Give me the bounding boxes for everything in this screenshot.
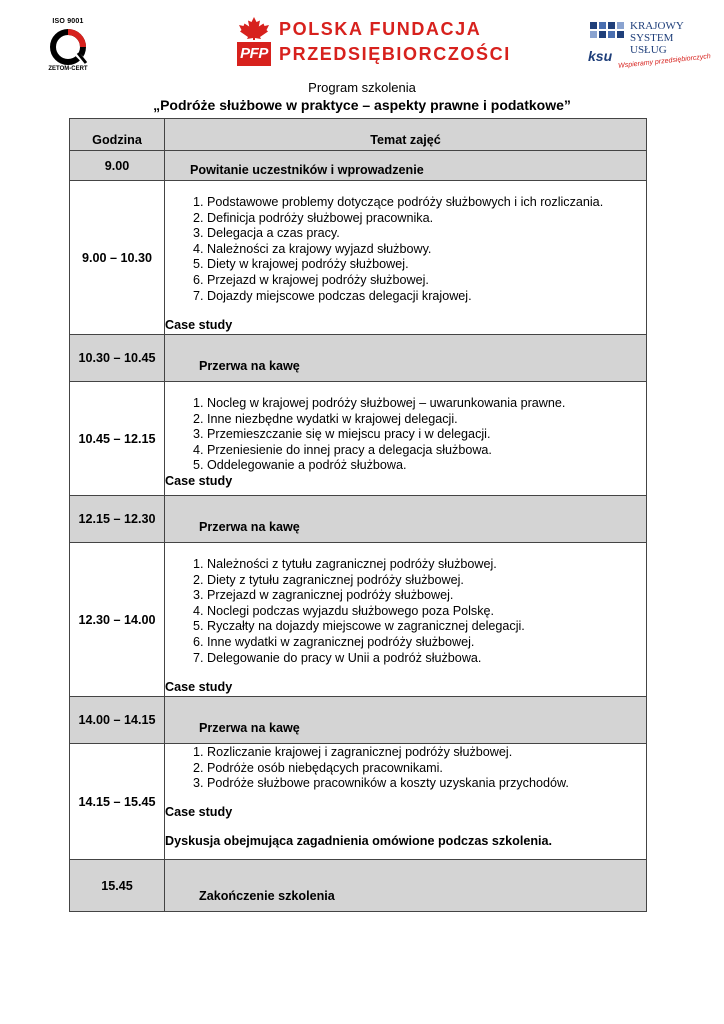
pfp-logo [237,16,511,70]
table-row [70,382,647,496]
table-row [70,543,647,697]
row-topic [165,181,647,335]
row-topic [165,543,647,697]
row-time: 10.30 – 10.45 [70,335,165,382]
list-item: 2. Diety z tytułu zagranicznej podróży służbowej. [207,573,646,589]
list-item: 2. Podróże osób niebędących pracownikami. [207,761,646,777]
list-item: 3. Podróże służbowe pracowników a koszty uzyskania przychodów. [207,776,646,792]
row-time: 15.45 [70,860,165,912]
ksu-squares-icon [590,22,624,48]
page-title: „Podróże służbowe w praktyce – aspekty prawne i podatkowe” [153,97,571,113]
list-item: 3. Przejazd w zagranicznej podróży służbowej. [207,588,646,604]
row-topic: Powitanie uczestników i wprowadzenie [165,151,647,181]
row-time: 9.00 – 10.30 [70,181,165,335]
ksu-name [630,20,684,56]
table-row [70,151,647,181]
row-topic [165,744,647,860]
row-topic: Przerwa na kawę [165,335,647,382]
topic-list [165,396,646,474]
ksu-name-line3: USŁUG [630,44,667,56]
list-item: 5. Oddelegowanie a podróż służbowa. [207,458,646,474]
ksu-logo [588,20,712,70]
maple-leaf-icon [237,16,271,40]
row-time: 12.30 – 14.00 [70,543,165,697]
pfp-badge: PFP [237,42,271,66]
list-item: 1. Nocleg w krajowej podróży służbowej – uwarunkowania prawne. [207,396,646,412]
list-item: 7. Dojazdy miejscowe podczas delegacji krajowej. [207,289,646,305]
row-time: 12.15 – 12.30 [70,496,165,543]
table-row [70,860,647,912]
list-item: 4. Noclegi podczas wyjazdu służbowego poza Polskę. [207,604,646,620]
row-time: 14.00 – 14.15 [70,697,165,744]
header-topic: Temat zajęć [165,119,647,151]
header-time: Godzina [70,119,165,151]
list-item: 6. Inne wydatki w zagranicznej podróży służbowej. [207,635,646,651]
list-item: 4. Należności za krajowy wyjazd służbowy. [207,242,646,258]
table-row [70,335,647,382]
iso-logo [40,18,96,72]
row-topic: Przerwa na kawę [165,697,647,744]
zetom-cert-icon [48,29,88,65]
case-study-label: Case study [165,318,233,333]
pfp-name-line2: PRZEDSIĘBIORCZOŚCI [279,44,511,64]
pfp-name-line1: POLSKA FUNDACJA [279,19,482,39]
topic-list [165,195,646,304]
discussion-label: Dyskusja obejmująca zagadnienia omówione podczas szkolenia. [165,833,553,848]
list-item: 5. Diety w krajowej podróży służbowej. [207,257,646,273]
list-item: 1. Należności z tytułu zagranicznej podróży służbowej. [207,557,646,573]
ksu-name-line2: SYSTEM [630,32,674,44]
list-item: 1. Rozliczanie krajowej i zagranicznej podróży służbowej. [207,745,646,761]
row-time: 9.00 [70,151,165,181]
ksu-tagline: Wspieramy przedsiębiorczych [617,53,712,70]
iso-cert-label: ZETOM-CERT [48,66,88,72]
row-topic: Zakończenie szkolenia [165,860,647,912]
table-row [70,697,647,744]
list-item: 3. Delegacja a czas pracy. [207,226,646,242]
list-item: 7. Delegowanie do pracy w Unii a podróż służbowa. [207,651,646,667]
row-topic: Przerwa na kawę [165,496,647,543]
case-study-label: Case study [165,680,233,695]
table-row [70,181,647,335]
schedule-table [69,118,647,912]
ksu-name-line1: KRAJOWY [630,20,684,32]
case-study-label: Case study [165,804,233,819]
iso-label: ISO 9001 [52,18,84,25]
ksu-wordmark: ksu [588,48,613,64]
list-item: 4. Przeniesienie do innej pracy a delegacja służbowa. [207,443,646,459]
table-header-row [70,119,647,151]
list-item: 5. Ryczałty na dojazdy miejscowe w zagranicznej delegacji. [207,619,646,635]
table-row [70,496,647,543]
list-item: 3. Przemieszczanie się w miejscu pracy i w delegacji. [207,427,646,443]
list-item: 2. Inne niezbędne wydatki w krajowej delegacji. [207,412,646,428]
row-time: 14.15 – 15.45 [70,744,165,860]
list-item: 1. Podstawowe problemy dotyczące podróży służbowych i ich rozliczania. [207,195,646,211]
row-time: 10.45 – 12.15 [70,382,165,496]
program-label: Program szkolenia [308,80,416,95]
row-topic [165,382,647,496]
list-item: 2. Definicja podróży służbowej pracownika. [207,211,646,227]
table-row [70,744,647,860]
case-study-label: Case study [165,473,233,488]
topic-list [165,557,646,666]
topic-list [165,745,646,792]
list-item: 6. Przejazd w krajowej podróży służbowej. [207,273,646,289]
